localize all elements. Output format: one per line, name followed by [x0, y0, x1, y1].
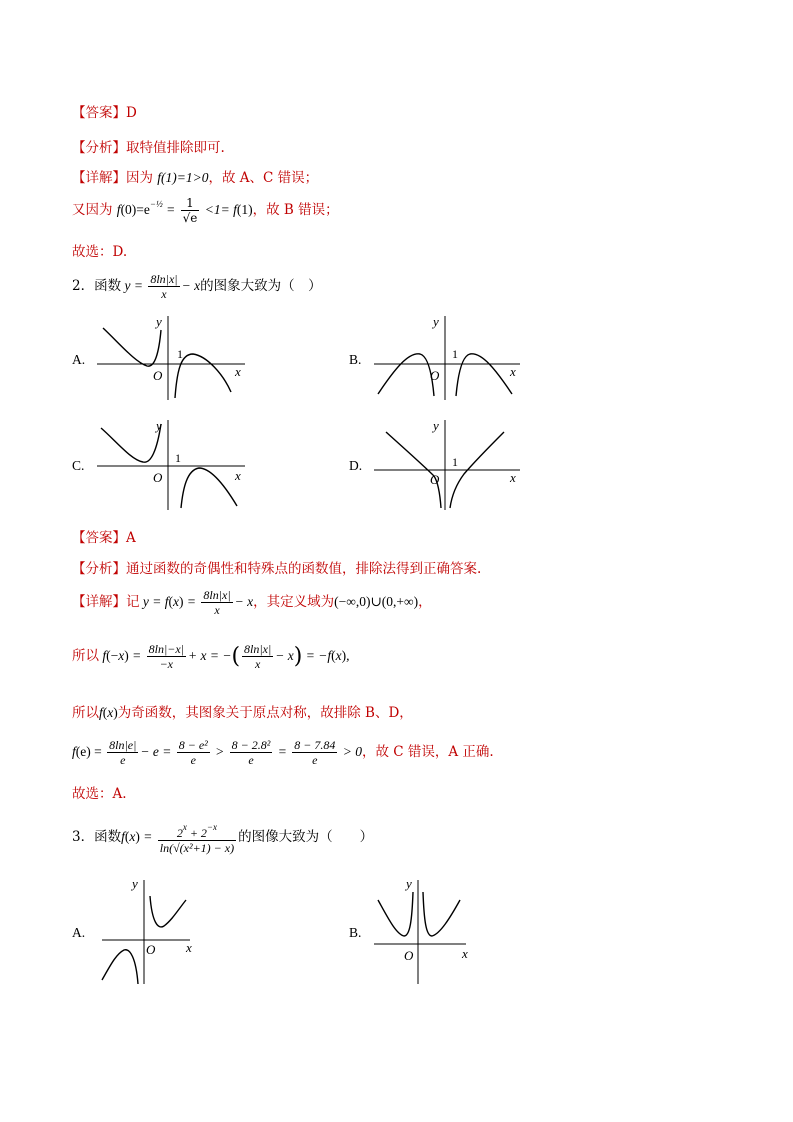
q2-answer-line — [72, 526, 136, 546]
q2-answer: A — [126, 530, 136, 546]
q2-detail3-pre: 所以 — [72, 705, 99, 721]
q3-graph-a — [98, 872, 208, 988]
q2-graph-c — [95, 416, 255, 512]
q2-detail1-end: ， — [418, 594, 432, 610]
q2-option-c-label: C. — [72, 458, 85, 473]
q1-analysis: 取特值排除即可. — [126, 140, 225, 156]
fraction: $\frac{1}{√e}$ — [182, 196, 198, 225]
fraction: $\frac{8 - 7.84}{e}$ — [294, 738, 336, 767]
q2-stem: 2．函数 y = $\frac{8\ln|x|}{x}$ − x的图象大致为（ ） — [72, 272, 322, 301]
q2-analysis-line — [72, 557, 481, 577]
y-axis-label: y — [156, 314, 162, 329]
q1-detail2-post: ，故 B 错误； — [252, 202, 339, 218]
fraction: $\frac{\text{8 − e²}}{e}$ — [178, 738, 208, 767]
x-axis-label: x — [462, 946, 468, 961]
fraction: $\frac{8\ln|e|}{e}$ — [109, 738, 137, 767]
q2-analysis: 通过函数的奇偶性和特殊点的函数值，排除法得到正确答案. — [126, 561, 482, 577]
origin-label: O — [153, 470, 163, 485]
q2-detail-line3: 所以f(x)为奇函数，其图象关于原点对称，故排除 B、D， — [72, 705, 413, 721]
q1-detail2-math: $f(0)=e^{-\frac{1}{2}}$ = — [116, 199, 179, 217]
q1-detail1-math: f(1)=1>0 — [157, 170, 209, 185]
x-axis-label: x — [186, 940, 192, 955]
q1-detail-line2: 又因为 $f(0)=e^{-\frac{1}{2}}$ = $\frac{1}{√e}$ <1= f(1)，故 B 错误； — [72, 196, 339, 225]
q1-detail-line1 — [72, 166, 318, 186]
x-axis-label: x — [510, 364, 516, 379]
origin-label: O — [404, 948, 414, 963]
x-axis-label: x — [235, 468, 241, 483]
q3-option-b-label: B. — [349, 925, 362, 940]
q2-detail4-post: ，故 C 错误，A 正确. — [361, 744, 494, 760]
y-axis-label: y — [433, 418, 439, 433]
q3-stem: 3．函数f(x) = $\frac{2^x + 2^{-x}}{\text{ln(√(x²+1) − x)}}$ 的图像大致为（ ） — [72, 822, 374, 855]
q2-detail2-pre: 所以 — [72, 648, 99, 664]
analysis-label: 【分析】 — [72, 561, 126, 577]
q2-graph-b — [372, 312, 532, 402]
tick-one-label: 1 — [452, 347, 458, 361]
q2-conclusion — [72, 782, 127, 802]
y-axis-label: y — [132, 876, 138, 891]
x-axis-label: x — [510, 470, 516, 485]
q3-suffix: 的图像大致为（ ） — [238, 829, 374, 845]
q2-option-b-label: B. — [349, 352, 362, 367]
q2-graph-a — [95, 312, 255, 402]
detail-label: 【详解】 — [72, 594, 126, 610]
x-axis-label: x — [235, 364, 241, 379]
origin-label: O — [153, 368, 163, 383]
q1-detail1-post: ，故 A、C 错误； — [208, 170, 319, 186]
tick-one-label: 1 — [177, 347, 183, 361]
q2-prefix: 2．函数 — [72, 278, 122, 294]
q1-analysis-line — [72, 136, 225, 156]
origin-label: O — [430, 368, 440, 383]
q2-detail3: 为奇函数，其图象关于原点对称，故排除 B、D， — [117, 705, 413, 721]
fraction: $\frac{8\ln|x|}{x}$ — [150, 272, 178, 301]
q2-option-a-label: A. — [72, 352, 86, 367]
tick-one-label: 1 — [175, 451, 181, 465]
answer-label: 【答案】 — [72, 530, 126, 546]
answer-label: 【答案】 — [72, 105, 126, 121]
q1-answer: D — [126, 105, 137, 121]
q2-domain: (−∞,0)∪(0,+∞) — [334, 594, 419, 609]
fraction: $\frac{\text{8 − 2.8²}}{e}$ — [231, 738, 271, 767]
q1-conclusion — [72, 240, 127, 260]
q2-detail1-post: ，其定义域为 — [253, 594, 335, 610]
q1-conclusion-text: 故选：D. — [72, 244, 128, 260]
fraction: $\frac{8\ln|x|}{x}$ — [244, 642, 272, 671]
y-axis-label: y — [433, 314, 439, 329]
origin-label: O — [430, 472, 440, 487]
y-axis-label: y — [406, 876, 412, 891]
q2-conclusion-text: 故选：A. — [72, 786, 127, 802]
q2-graph-d — [372, 416, 532, 512]
q2-detail-line4: f(e) = $\frac{8\ln|e|}{e}$ − e = $\frac{\text{8 − e²}}{e}$ > $\frac{\text{8 − 2.8²}}{e}$ = $\frac{8 - 7.84}{e}$ > 0，故 C 错误，A 正确. — [72, 738, 494, 767]
q2-detail-line2: 所以 f(−x) = $\frac{8\ln|-x|}{-x}$ + x = −( $\frac{8\ln|x|}{x}$ − x) = −f(x), — [72, 642, 350, 671]
q1-detail1-pre: 因为 — [126, 170, 158, 186]
q3-prefix: 3．函数 — [72, 829, 122, 845]
detail-label: 【详解】 — [72, 170, 126, 186]
q2-detail-line1: 【详解】记 y = f(x) = $\frac{8\ln|x|}{x}$ − x，其定义域为(−∞,0)∪(0,+∞)， — [72, 588, 432, 617]
fraction: $\frac{8\ln|-x|}{-x}$ — [148, 642, 184, 671]
q1-detail2-pre: 又因为 — [72, 202, 117, 218]
q2-detail1-pre: 记 — [126, 594, 140, 610]
q2-option-d-label: D. — [349, 458, 363, 473]
analysis-label: 【分析】 — [72, 140, 126, 156]
fraction: $\frac{8\ln|x|}{x}$ — [203, 588, 231, 617]
q2-suffix: 的图象大致为（ ） — [200, 278, 322, 294]
q3-option-a-label: A. — [72, 925, 86, 940]
origin-label: O — [146, 942, 156, 957]
tick-one-label: 1 — [452, 455, 458, 469]
q1-answer-line — [72, 101, 137, 121]
fraction: $\frac{2^x + 2^{-x}}{\text{ln(√(x²+1) − x)}}$ — [159, 822, 235, 855]
q3-graph-b — [372, 872, 482, 988]
y-axis-label: y — [156, 418, 162, 433]
